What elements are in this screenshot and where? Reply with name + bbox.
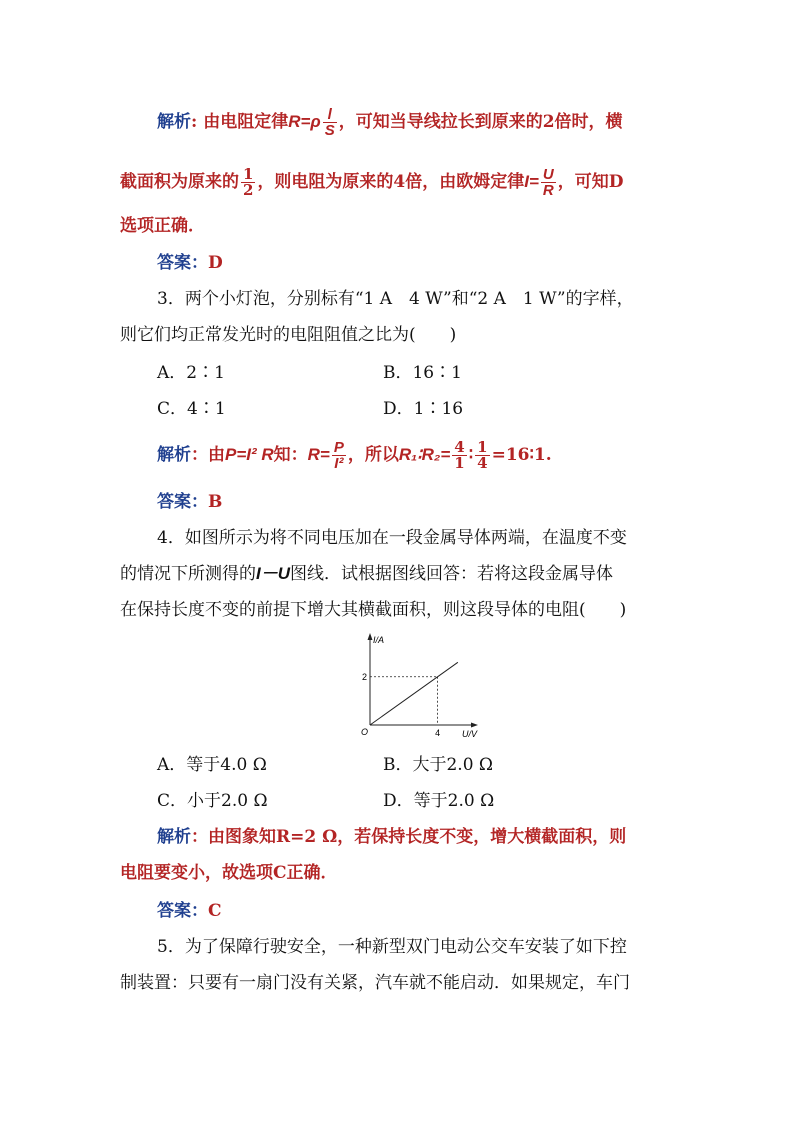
y-axis-label: I/A [373, 635, 385, 645]
q4-stem-line2: 的情况下所测得的I－U图线．试根据图线回答：若将这段金属导体 [120, 564, 613, 584]
q3-analysis: 解析：由P=I² R知：R= $\frac{P}{\text{I²}}$ ，所以R₁∶R₂= $\frac{4}{1}$ ∶ $\frac{1}{4}$ =16∶1. [157, 438, 552, 472]
q4-option-a: A．等于4.0 Ω [157, 755, 267, 775]
fraction: $\frac{U}{R}$ [542, 166, 554, 199]
q3-option-a: A．2∶1 [157, 363, 225, 383]
q2-answer: 答案：D [157, 253, 223, 273]
q4-option-b: B．大于2.0 Ω [383, 755, 494, 775]
q3-answer: 答案：B [157, 492, 223, 512]
q3-option-c: C．4∶1 [157, 399, 226, 419]
iu-chart [358, 630, 488, 742]
q3-stem-line1: 3．两个小灯泡，分别标有“1 A 4 W”和“2 A 1 W”的字样， [157, 289, 634, 309]
q2-analysis-line2: 截面积为原来的 $\frac{1}{2}$ ，则电阻为原来的4倍，由欧姆定律I= $\frac{U}{R}$ ，可知D [120, 165, 624, 199]
q4-answer: 答案：C [157, 901, 222, 921]
q3-stem-line2: 则它们均正常发光时的电阻阻值之比为( ) [120, 325, 457, 345]
q5-stem-line2: 制装置：只要有一扇门没有关紧，汽车就不能启动．如果规定，车门 [120, 973, 630, 993]
q4-analysis-line2: 电阻要变小，故选项C正确． [120, 863, 338, 883]
x-axis-label: U/V [462, 729, 478, 739]
q4-option-c: C．小于2.0 Ω [157, 791, 268, 811]
y-axis-arrow [368, 633, 373, 640]
q2-analysis-line3: 选项正确． [120, 216, 205, 236]
q4-analysis-line1: 解析：由图象知R=2 Ω，若保持长度不变，增大横截面积，则 [157, 827, 627, 847]
q5-stem-line1: 5．为了保障行驶安全，一种新型双门电动公交车安装了如下控 [157, 937, 627, 957]
q3-option-b: B．16∶1 [383, 363, 462, 383]
q2-analysis-line1: 解析: 由电阻定律R=ρ $\frac{l}{S}$ ，可知当导线拉长到原来的2倍时，横 [157, 106, 623, 139]
q3-option-d: D．1∶16 [383, 399, 464, 419]
formula: R=ρ [288, 112, 321, 131]
q4-option-d: D．等于2.0 Ω [383, 791, 495, 811]
fraction: $\frac{4}{1}$ [454, 438, 465, 472]
x-axis-arrow [471, 723, 478, 728]
q4-stem-line3: 在保持长度不变的前提下增大其横截面积，则这段导体的电阻( ) [120, 600, 627, 620]
fraction: $\frac{1}{4}$ [477, 438, 488, 472]
y-tick-label: 2 [362, 671, 368, 682]
q4-stem-line1: 4．如图所示为将不同电压加在一段金属导体两端，在温度不变 [157, 528, 627, 548]
series-line [370, 662, 458, 725]
analysis-label: 解析 [157, 112, 191, 132]
x-tick-label: 4 [435, 728, 441, 738]
fraction: $\frac{l}{S}$ [324, 106, 335, 139]
fraction: $\frac{P}{\text{I²}}$ [333, 439, 344, 472]
fraction: $\frac{1}{2}$ [243, 165, 254, 199]
origin-label: O [361, 727, 369, 737]
formula: I= [524, 172, 539, 191]
